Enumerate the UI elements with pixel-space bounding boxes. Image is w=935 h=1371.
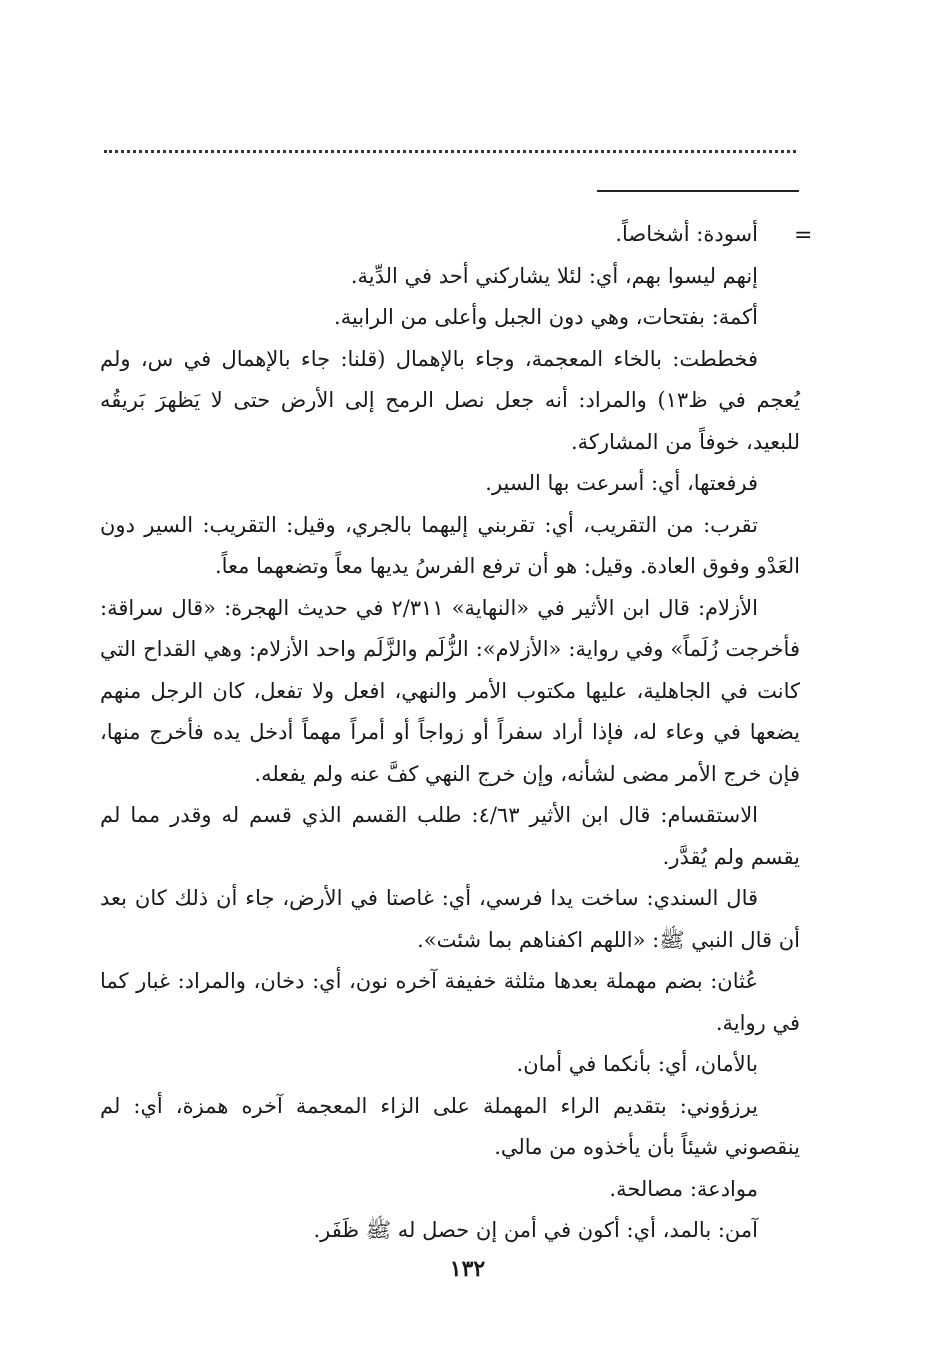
continuation-mark: = — [794, 223, 813, 248]
footnotes-block — [100, 214, 800, 1252]
footnote-entry: آمن: بالمد، أي: أكون في أمن إن حصل له ﷺ ظَفَر. — [313, 1218, 758, 1242]
footnote-entry: الاستقسام: قال ابن الأثير ٤/٦٣: طلب القسم الذي قسم له وقدر مما لم يقسم ولم يُقدَّر. — [100, 803, 800, 869]
footnote-rule — [597, 190, 799, 192]
footnote-entry: أسودة: أشخاصاً. — [615, 222, 758, 246]
page-number: ١٣٢ — [449, 1256, 486, 1282]
footnote-entry: إنهم ليسوا بهم، أي: لئلا يشاركني أحد في الدِّية. — [350, 263, 758, 288]
footnote-entry: فرفعتها، أي: أسرعت بها السير. — [485, 471, 758, 495]
footnote-entry: تقرب: من التقريب، أي: تقربني إليهما بالجري، وقيل: التقريب: السير دون العَدْو وفوق العادة. وقيل: هو أن ترفع الفرسُ يديها معاً وتضعهما معاً. — [100, 512, 800, 578]
footnote-entry: بالأمان، أي: بأنكما في أمان. — [516, 1052, 758, 1076]
footnote-entry: أكمة: بفتحات، وهي دون الجبل وأعلى من الرابية. — [334, 305, 758, 329]
footnote-entry: عُثان: بضم مهملة بعدها مثلثة خفيفة آخره نون، أي: دخان، والمراد: غبار كما في رواية. — [100, 969, 800, 1035]
footnote-entry: الأزلام: قال ابن الأثير في «النهاية» ٢/٣١١ في حديث الهجرة: «قال سراقة: فأخرجت زُلَماً» وفي رواية: «الأزلام»: الزُّلَم والزَّلَم واحد الأزلام: وهي القداح التي كانت في الجاهلية، عليها مكتوب الأمر والنهي، افعل ولا تفعل، كان الرجل منهم يضعها في وعاء له، فإذا أراد سفراً أو زواجاً أو أمراً مهماً أدخل يده فأخرج منها، فإن خرج الأمر مضى لشأنه، وإن خرج النهي كفَّ عنه ولم يفعله. — [100, 595, 800, 786]
footnote-entry: موادعة: مصالحة. — [609, 1176, 758, 1201]
dotted-separator — [104, 150, 796, 153]
footnote-entry: يرزؤوني: بتقديم الراء المهملة على الزاء المعجمة آخره همزة، أي: لم ينقصوني شيئاً بأن يأخذوه من مالي. — [100, 1093, 800, 1159]
footnote-entry: فخططت: بالخاء المعجمة، وجاء بالإهمال (قلنا: جاء بالإهمال في س، ولم يُعجم في ظ١٣) والمراد: أنه جعل نصل الرمح إلى الأرض حتى لا يَظهرَ بَريقُه للبعيد، خوفاً من المشاركة. — [100, 346, 800, 454]
footnote-entry: قال السندي: ساخت يدا فرسي، أي: غاصتا في الأرض، جاء أن ذلك كان بعد أن قال النبي ﷺ: «اللهم اكفناهم بما شئت». — [100, 886, 800, 952]
